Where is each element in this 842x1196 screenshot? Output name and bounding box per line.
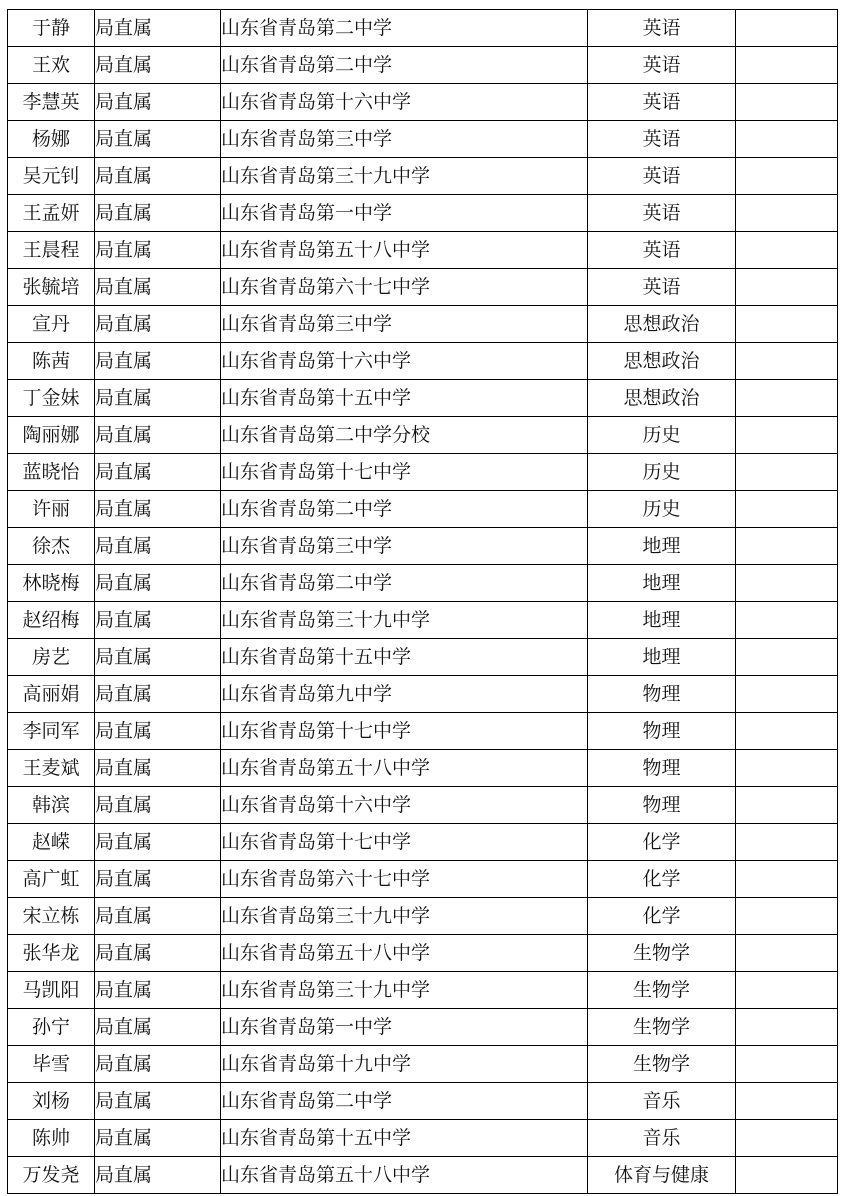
teacher-name-cell: 陶丽娜 xyxy=(8,417,95,454)
unit-cell: 局直属 xyxy=(95,380,221,417)
table-row xyxy=(8,824,838,861)
unit-cell: 局直属 xyxy=(95,898,221,935)
remarks-cell xyxy=(736,1157,838,1194)
remarks-cell xyxy=(736,639,838,676)
subject-cell: 地理 xyxy=(588,639,736,676)
subject-cell: 地理 xyxy=(588,602,736,639)
teacher-name-cell: 李慧英 xyxy=(8,84,95,121)
remarks-cell xyxy=(736,121,838,158)
unit-cell: 局直属 xyxy=(95,639,221,676)
school-cell: 山东省青岛第十七中学 xyxy=(221,824,588,861)
teacher-name-cell: 王欢 xyxy=(8,47,95,84)
teacher-name-cell: 张华龙 xyxy=(8,935,95,972)
remarks-cell xyxy=(736,824,838,861)
school-cell: 山东省青岛第二中学分校 xyxy=(221,417,588,454)
remarks-cell xyxy=(736,47,838,84)
remarks-cell xyxy=(736,898,838,935)
teacher-name-cell: 王晨程 xyxy=(8,232,95,269)
unit-cell: 局直属 xyxy=(95,10,221,47)
subject-cell: 物理 xyxy=(588,713,736,750)
school-cell: 山东省青岛第五十八中学 xyxy=(221,935,588,972)
subject-cell: 英语 xyxy=(588,158,736,195)
school-cell: 山东省青岛第三中学 xyxy=(221,306,588,343)
unit-cell: 局直属 xyxy=(95,1083,221,1120)
remarks-cell xyxy=(736,454,838,491)
subject-cell: 生物学 xyxy=(588,972,736,1009)
school-cell: 山东省青岛第九中学 xyxy=(221,676,588,713)
unit-cell: 局直属 xyxy=(95,1157,221,1194)
remarks-cell xyxy=(736,84,838,121)
table-row xyxy=(8,602,838,639)
school-cell: 山东省青岛第三中学 xyxy=(221,528,588,565)
teacher-name-cell: 宣丹 xyxy=(8,306,95,343)
subject-cell: 历史 xyxy=(588,454,736,491)
table-row xyxy=(8,380,838,417)
table-row xyxy=(8,528,838,565)
school-cell: 山东省青岛第十五中学 xyxy=(221,1120,588,1157)
subject-cell: 英语 xyxy=(588,269,736,306)
remarks-cell xyxy=(736,750,838,787)
table-row xyxy=(8,121,838,158)
unit-cell: 局直属 xyxy=(95,1046,221,1083)
remarks-cell xyxy=(736,195,838,232)
roster-body xyxy=(8,10,838,1194)
teacher-name-cell: 刘杨 xyxy=(8,1083,95,1120)
subject-cell: 地理 xyxy=(588,528,736,565)
teacher-name-cell: 蓝晓怡 xyxy=(8,454,95,491)
teacher-name-cell: 高丽娟 xyxy=(8,676,95,713)
teacher-name-cell: 陈茜 xyxy=(8,343,95,380)
unit-cell: 局直属 xyxy=(95,713,221,750)
teacher-name-cell: 房艺 xyxy=(8,639,95,676)
subject-cell: 音乐 xyxy=(588,1120,736,1157)
remarks-cell xyxy=(736,1120,838,1157)
table-row xyxy=(8,1157,838,1194)
teacher-name-cell: 李同军 xyxy=(8,713,95,750)
school-cell: 山东省青岛第二中学 xyxy=(221,47,588,84)
remarks-cell xyxy=(736,1009,838,1046)
table-row xyxy=(8,787,838,824)
unit-cell: 局直属 xyxy=(95,47,221,84)
table-row xyxy=(8,1120,838,1157)
table-row xyxy=(8,713,838,750)
school-cell: 山东省青岛第五十八中学 xyxy=(221,1157,588,1194)
school-cell: 山东省青岛第十五中学 xyxy=(221,639,588,676)
table-row xyxy=(8,195,838,232)
unit-cell: 局直属 xyxy=(95,306,221,343)
remarks-cell xyxy=(736,1046,838,1083)
school-cell: 山东省青岛第十七中学 xyxy=(221,713,588,750)
school-cell: 山东省青岛第六十七中学 xyxy=(221,861,588,898)
table-row xyxy=(8,972,838,1009)
teacher-name-cell: 杨娜 xyxy=(8,121,95,158)
teacher-name-cell: 毕雪 xyxy=(8,1046,95,1083)
unit-cell: 局直属 xyxy=(95,750,221,787)
remarks-cell xyxy=(736,269,838,306)
remarks-cell xyxy=(736,306,838,343)
school-cell: 山东省青岛第三十九中学 xyxy=(221,972,588,1009)
subject-cell: 英语 xyxy=(588,47,736,84)
teacher-name-cell: 丁金妹 xyxy=(8,380,95,417)
unit-cell: 局直属 xyxy=(95,935,221,972)
subject-cell: 物理 xyxy=(588,750,736,787)
school-cell: 山东省青岛第五十八中学 xyxy=(221,232,588,269)
remarks-cell xyxy=(736,158,838,195)
subject-cell: 思想政治 xyxy=(588,343,736,380)
teacher-name-cell: 王孟妍 xyxy=(8,195,95,232)
subject-cell: 英语 xyxy=(588,232,736,269)
teacher-name-cell: 宋立栋 xyxy=(8,898,95,935)
school-cell: 山东省青岛第二中学 xyxy=(221,1083,588,1120)
remarks-cell xyxy=(736,232,838,269)
unit-cell: 局直属 xyxy=(95,158,221,195)
unit-cell: 局直属 xyxy=(95,454,221,491)
teacher-name-cell: 许丽 xyxy=(8,491,95,528)
table-row xyxy=(8,898,838,935)
table-row xyxy=(8,343,838,380)
subject-cell: 历史 xyxy=(588,417,736,454)
unit-cell: 局直属 xyxy=(95,1120,221,1157)
school-cell: 山东省青岛第三十九中学 xyxy=(221,898,588,935)
unit-cell: 局直属 xyxy=(95,232,221,269)
unit-cell: 局直属 xyxy=(95,195,221,232)
school-cell: 山东省青岛第一中学 xyxy=(221,1009,588,1046)
table-row xyxy=(8,861,838,898)
unit-cell: 局直属 xyxy=(95,861,221,898)
school-cell: 山东省青岛第十九中学 xyxy=(221,1046,588,1083)
school-cell: 山东省青岛第三十九中学 xyxy=(221,158,588,195)
roster-table xyxy=(7,9,838,1194)
unit-cell: 局直属 xyxy=(95,824,221,861)
remarks-cell xyxy=(736,861,838,898)
subject-cell: 地理 xyxy=(588,565,736,602)
school-cell: 山东省青岛第十五中学 xyxy=(221,380,588,417)
unit-cell: 局直属 xyxy=(95,1009,221,1046)
teacher-name-cell: 孙宁 xyxy=(8,1009,95,1046)
subject-cell: 化学 xyxy=(588,898,736,935)
remarks-cell xyxy=(736,676,838,713)
remarks-cell xyxy=(736,787,838,824)
remarks-cell xyxy=(736,528,838,565)
teacher-name-cell: 张毓培 xyxy=(8,269,95,306)
teacher-name-cell: 高广虹 xyxy=(8,861,95,898)
table-row xyxy=(8,750,838,787)
school-cell: 山东省青岛第二中学 xyxy=(221,491,588,528)
remarks-cell xyxy=(736,972,838,1009)
teacher-name-cell: 王麦斌 xyxy=(8,750,95,787)
table-row xyxy=(8,269,838,306)
table-row xyxy=(8,491,838,528)
subject-cell: 音乐 xyxy=(588,1083,736,1120)
subject-cell: 英语 xyxy=(588,84,736,121)
table-row xyxy=(8,232,838,269)
subject-cell: 化学 xyxy=(588,861,736,898)
table-row xyxy=(8,158,838,195)
remarks-cell xyxy=(736,491,838,528)
table-row xyxy=(8,417,838,454)
subject-cell: 思想政治 xyxy=(588,380,736,417)
unit-cell: 局直属 xyxy=(95,972,221,1009)
table-row xyxy=(8,1083,838,1120)
subject-cell: 物理 xyxy=(588,676,736,713)
table-row xyxy=(8,935,838,972)
table-row xyxy=(8,84,838,121)
teacher-name-cell: 林晓梅 xyxy=(8,565,95,602)
table-row xyxy=(8,10,838,47)
teacher-name-cell: 陈帅 xyxy=(8,1120,95,1157)
remarks-cell xyxy=(736,602,838,639)
subject-cell: 物理 xyxy=(588,787,736,824)
remarks-cell xyxy=(736,343,838,380)
table-row xyxy=(8,1046,838,1083)
subject-cell: 体育与健康 xyxy=(588,1157,736,1194)
remarks-cell xyxy=(736,713,838,750)
teacher-name-cell: 于静 xyxy=(8,10,95,47)
teacher-name-cell: 韩滨 xyxy=(8,787,95,824)
teacher-name-cell: 徐杰 xyxy=(8,528,95,565)
subject-cell: 英语 xyxy=(588,195,736,232)
school-cell: 山东省青岛第一中学 xyxy=(221,195,588,232)
unit-cell: 局直属 xyxy=(95,676,221,713)
unit-cell: 局直属 xyxy=(95,602,221,639)
subject-cell: 思想政治 xyxy=(588,306,736,343)
school-cell: 山东省青岛第十六中学 xyxy=(221,343,588,380)
table-row xyxy=(8,639,838,676)
school-cell: 山东省青岛第十七中学 xyxy=(221,454,588,491)
unit-cell: 局直属 xyxy=(95,787,221,824)
subject-cell: 英语 xyxy=(588,121,736,158)
table-row xyxy=(8,676,838,713)
teacher-name-cell: 赵绍梅 xyxy=(8,602,95,639)
unit-cell: 局直属 xyxy=(95,269,221,306)
remarks-cell xyxy=(736,565,838,602)
school-cell: 山东省青岛第十六中学 xyxy=(221,84,588,121)
unit-cell: 局直属 xyxy=(95,84,221,121)
school-cell: 山东省青岛第二中学 xyxy=(221,565,588,602)
subject-cell: 化学 xyxy=(588,824,736,861)
table-row xyxy=(8,454,838,491)
school-cell: 山东省青岛第十六中学 xyxy=(221,787,588,824)
remarks-cell xyxy=(736,380,838,417)
school-cell: 山东省青岛第二中学 xyxy=(221,10,588,47)
unit-cell: 局直属 xyxy=(95,343,221,380)
subject-cell: 生物学 xyxy=(588,935,736,972)
table-row xyxy=(8,1009,838,1046)
subject-cell: 历史 xyxy=(588,491,736,528)
remarks-cell xyxy=(736,935,838,972)
subject-cell: 英语 xyxy=(588,10,736,47)
unit-cell: 局直属 xyxy=(95,565,221,602)
unit-cell: 局直属 xyxy=(95,417,221,454)
table-row xyxy=(8,47,838,84)
teacher-name-cell: 吴元钊 xyxy=(8,158,95,195)
table-row xyxy=(8,565,838,602)
table-row xyxy=(8,306,838,343)
subject-cell: 生物学 xyxy=(588,1046,736,1083)
teacher-name-cell: 赵嵘 xyxy=(8,824,95,861)
school-cell: 山东省青岛第五十八中学 xyxy=(221,750,588,787)
unit-cell: 局直属 xyxy=(95,121,221,158)
remarks-cell xyxy=(736,417,838,454)
subject-cell: 生物学 xyxy=(588,1009,736,1046)
remarks-cell xyxy=(736,10,838,47)
unit-cell: 局直属 xyxy=(95,491,221,528)
school-cell: 山东省青岛第三中学 xyxy=(221,121,588,158)
unit-cell: 局直属 xyxy=(95,528,221,565)
school-cell: 山东省青岛第六十七中学 xyxy=(221,269,588,306)
school-cell: 山东省青岛第三十九中学 xyxy=(221,602,588,639)
teacher-name-cell: 万发尧 xyxy=(8,1157,95,1194)
teacher-name-cell: 马凯阳 xyxy=(8,972,95,1009)
remarks-cell xyxy=(736,1083,838,1120)
